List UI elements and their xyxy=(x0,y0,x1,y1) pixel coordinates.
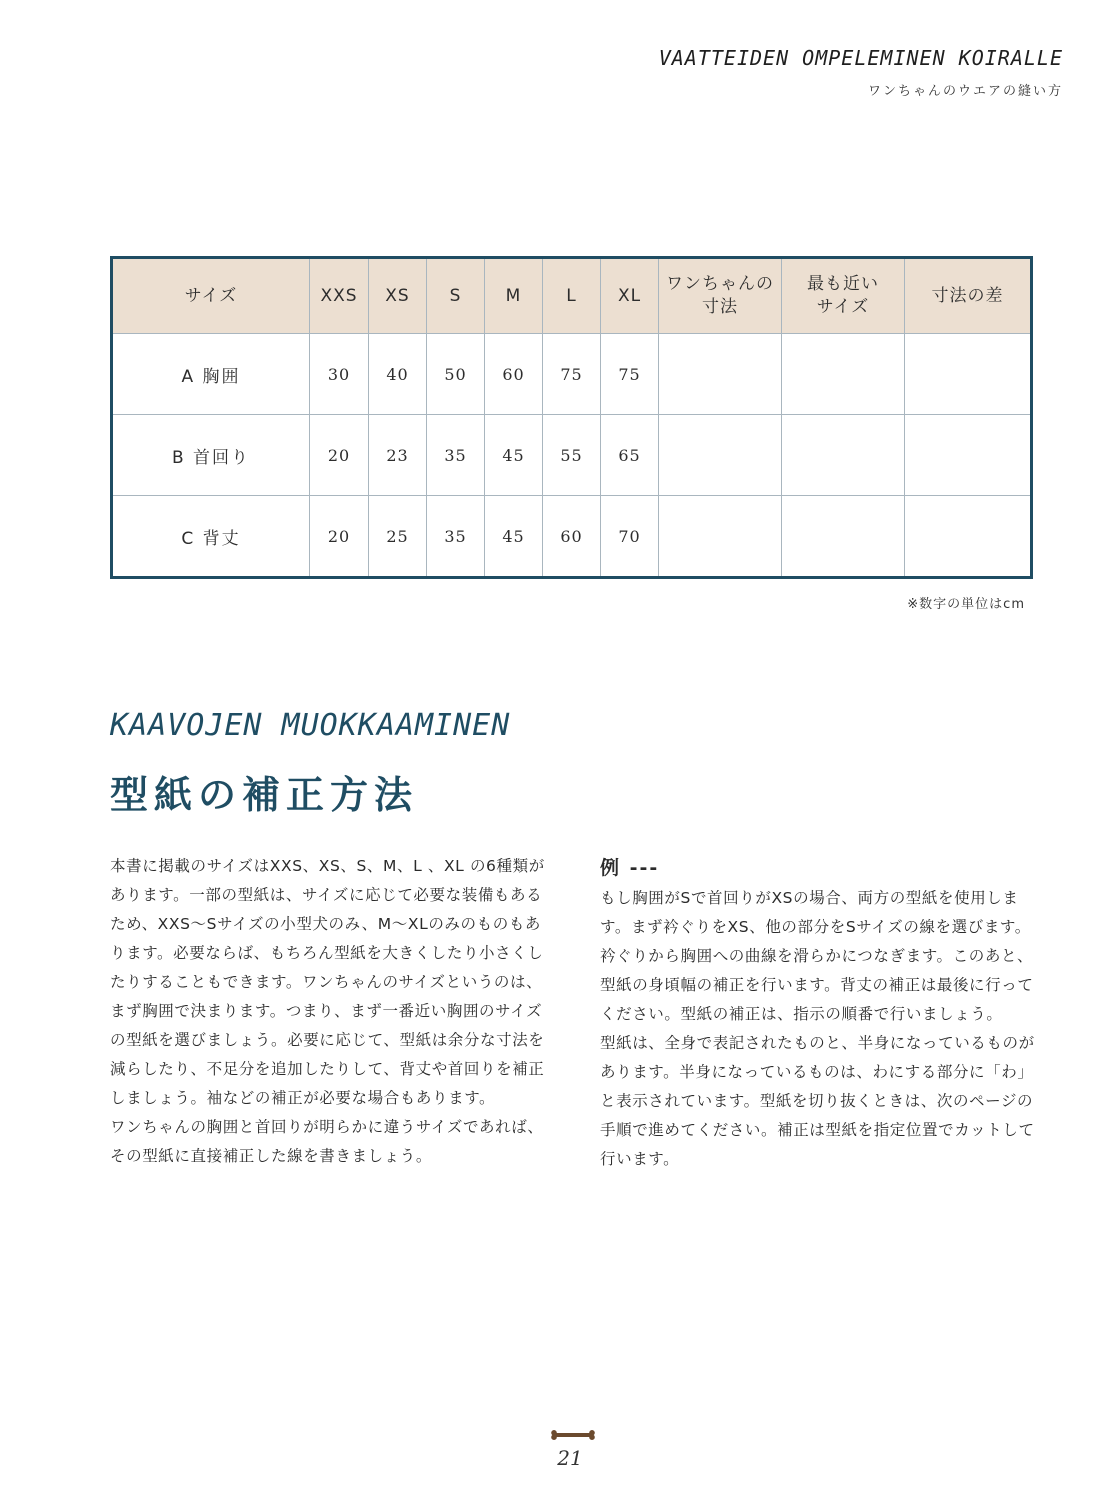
table-cell: 23 xyxy=(369,415,427,496)
table-row-neck xyxy=(112,415,1032,496)
blank-cell-difference[interactable] xyxy=(905,496,1032,578)
table-cell: 60 xyxy=(485,334,543,415)
header-cell-xxs: XXS xyxy=(310,258,369,334)
body-left-column xyxy=(110,852,546,1171)
table-row-chest xyxy=(112,334,1032,415)
table-cell: 45 xyxy=(485,415,543,496)
header-title-en: VAATTEIDEN OMPELEMINEN KOIRALLE xyxy=(658,46,1063,70)
table-cell: 20 xyxy=(310,415,369,496)
blank-cell-closest-size[interactable] xyxy=(782,415,905,496)
table-cell: 55 xyxy=(543,415,601,496)
bone-icon xyxy=(550,1430,596,1440)
body-right-column xyxy=(600,852,1036,1174)
table-row-back-length xyxy=(112,496,1032,578)
blank-cell-difference[interactable] xyxy=(905,334,1032,415)
body-paragraph: 本書に掲載のサイズはXXS、XS、S、M、L 、XL の6種類があります。一部の型紙は、サイズに応じて必要な装備もあるため、XXS〜Sサイズの小型犬のみ、M〜XLのみのものもあります。必要ならば、もちろん型紙を大きくしたり小さくしたりすることもできます。ワンちゃんのサイズというのは、まず胸囲で決まります。つまり、まず一番近い胸囲のサイズの型紙を選びましょう。必要に応じて、型紙は余分な寸法を減らしたり、不足分を追加したりして、背丈や首回りを補正しましょう。袖などの補正が必要な場合もあります。 xyxy=(110,857,545,1107)
section-title-en: KAAVOJEN MUOKKAAMINEN xyxy=(110,708,511,743)
row-label-back-length: C 背丈 xyxy=(112,496,310,578)
header-cell-xs: XS xyxy=(369,258,427,334)
table-cell: 70 xyxy=(601,496,659,578)
header-cell-closest-size: 最も近い サイズ xyxy=(782,258,905,334)
blank-cell-closest-size[interactable] xyxy=(782,334,905,415)
table-cell: 75 xyxy=(601,334,659,415)
blank-cell-dog-measure[interactable] xyxy=(659,415,782,496)
table-cell: 65 xyxy=(601,415,659,496)
row-label-neck: B 首回り xyxy=(112,415,310,496)
table-cell: 45 xyxy=(485,496,543,578)
body-paragraph: 型紙は、全身で表記されたものと、半身になっているものがあります。半身になっているものは、わにする部分に「わ」と表示されています。型紙を切り抜くときは、次のページの手順で進めてください。補正は型紙を指定位置でカットして行います。 xyxy=(600,1034,1035,1168)
header-cell-s: S xyxy=(427,258,485,334)
header-cell-m: M xyxy=(485,258,543,334)
row-label-chest: A 胸囲 xyxy=(112,334,310,415)
blank-cell-dog-measure[interactable] xyxy=(659,334,782,415)
table-cell: 75 xyxy=(543,334,601,415)
unit-note: ※数字の単位はcm xyxy=(907,597,1025,612)
header-cell-size: サイズ xyxy=(112,258,310,334)
table-cell: 50 xyxy=(427,334,485,415)
size-table xyxy=(110,256,1033,579)
body-paragraph: ワンちゃんの胸囲と首回りが明らかに違うサイズであれば、その型紙に直接補正した線を書きましょう。 xyxy=(110,1118,544,1165)
blank-cell-dog-measure[interactable] xyxy=(659,496,782,578)
body-paragraph: もし胸囲がSで首回りがXSの場合、両方の型紙を使用します。まず衿ぐりをXS、他の部分をSサイズの線を選びます。衿ぐりから胸囲への曲線を滑らかにつなぎます。このあと、型紙の身頃幅の補正を行います。背丈の補正は最後に行ってください。型紙の補正は、指示の順番で行いましょう。 xyxy=(600,889,1034,1023)
header-cell-xl: XL xyxy=(601,258,659,334)
table-cell: 30 xyxy=(310,334,369,415)
table-cell: 20 xyxy=(310,496,369,578)
table-cell: 40 xyxy=(369,334,427,415)
page-number: 21 xyxy=(557,1446,583,1470)
header-title-jp: ワンちゃんのウエアの縫い方 xyxy=(867,84,1063,99)
table-header-row xyxy=(112,258,1032,334)
table-cell: 35 xyxy=(427,496,485,578)
header-cell-l: L xyxy=(543,258,601,334)
blank-cell-closest-size[interactable] xyxy=(782,496,905,578)
header-cell-dog-measure: ワンちゃんの 寸法 xyxy=(659,258,782,334)
table-cell: 60 xyxy=(543,496,601,578)
section-title-jp: 型紙の補正方法 xyxy=(110,773,419,817)
table-cell: 25 xyxy=(369,496,427,578)
blank-cell-difference[interactable] xyxy=(905,415,1032,496)
table-cell: 35 xyxy=(427,415,485,496)
header-cell-difference: 寸法の差 xyxy=(905,258,1032,334)
example-title: 例 --- xyxy=(600,857,660,879)
